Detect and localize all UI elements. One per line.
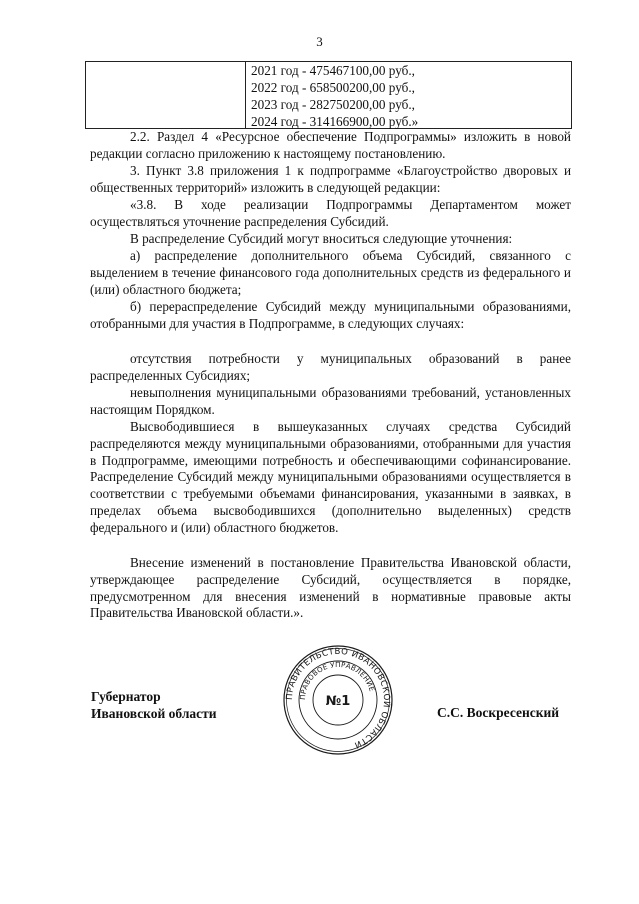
- paragraph-2-2: 2.2. Раздел 4 «Ресурсное обеспечение Подпрограммы» изложить в новой редакции согласно приложению к настоящему постановлению.: [90, 129, 571, 161]
- budget-table: [85, 61, 572, 129]
- table-row: 2021 год - 475467100,00 руб.,: [251, 63, 415, 78]
- seal-inner-text: ПРАВОВОЕ УПРАВЛЕНИЕ: [298, 660, 376, 701]
- paragraph-clarifications-intro: В распределение Субсидий могут вноситься следующие уточнения:: [130, 231, 513, 246]
- paragraph-case-no-need: отсутствия потребности у муниципальных образований в ранее распределенных Субсидиях;: [90, 351, 571, 383]
- table-cell-amounts: [251, 62, 418, 130]
- official-seal: [282, 644, 394, 756]
- paragraph-case-noncompliance: невыполнения муниципальными образованиями требований, установленных настоящим Порядком.: [90, 385, 571, 417]
- signatory-name: С.С. Воскресенский: [437, 705, 560, 720]
- seal-outer-text: ПРАВИТЕЛЬСТВО ИВАНОВСКОЙ ОБЛАСТИ: [284, 646, 392, 750]
- table-divider: [245, 62, 246, 128]
- paragraph-released-funds: Высвободившиеся в вышеуказанных случаях средства Субсидий распределяются между муниципальными образованиями, отобранными для участия в Подпрограмме, имеющими потребность и обеспечивающими софинансирование. Распределение Субсидий между муниципальными образованиями осуществляется в соответствии с требуемыми объемами финансирования, указанными в заявках, в пределах объема высвободившихся (дополнительно выделенных) средств федерального и (или) областного бюджетов.: [90, 419, 571, 535]
- signatory-title-line2: Ивановской области: [91, 706, 217, 721]
- paragraph-item-a: а) распределение дополнительного объема Субсидий, связанного с выделением в течение финансового года дополнительных средств из федерального и (или) областного бюджета;: [90, 248, 571, 297]
- table-row: 2023 год - 282750200,00 руб.,: [251, 97, 415, 112]
- seal-number: №1: [325, 694, 351, 709]
- signatory-title-line1: Губернатор: [91, 689, 161, 704]
- paragraph-amendments: Внесение изменений в постановление Правительства Ивановской области, утверждающее распределение Субсидий, осуществляется в порядке, предусмотренном для внесения изменений в нормативные правовые акты Правительства Ивановской области.».: [90, 555, 571, 621]
- paragraph-3: 3. Пункт 3.8 приложения 1 к подпрограмме «Благоустройство дворовых и общественных территорий» изложить в следующей редакции:: [90, 163, 571, 195]
- table-row: 2024 год - 314166900,00 руб.»: [251, 114, 419, 129]
- paragraph-item-b: б) перераспределение Субсидий между муниципальными образованиями, отобранными для участия в Подпрограмме, в следующих случаях:: [90, 299, 571, 331]
- table-row: 2022 год - 658500200,00 руб.,: [251, 80, 415, 95]
- signatory-title: [91, 688, 217, 722]
- paragraph-3-8: «3.8. В ходе реализации Подпрограммы Департаментом может осуществляться уточнение распределения Субсидий.: [90, 197, 571, 229]
- page-number: 3: [316, 34, 323, 49]
